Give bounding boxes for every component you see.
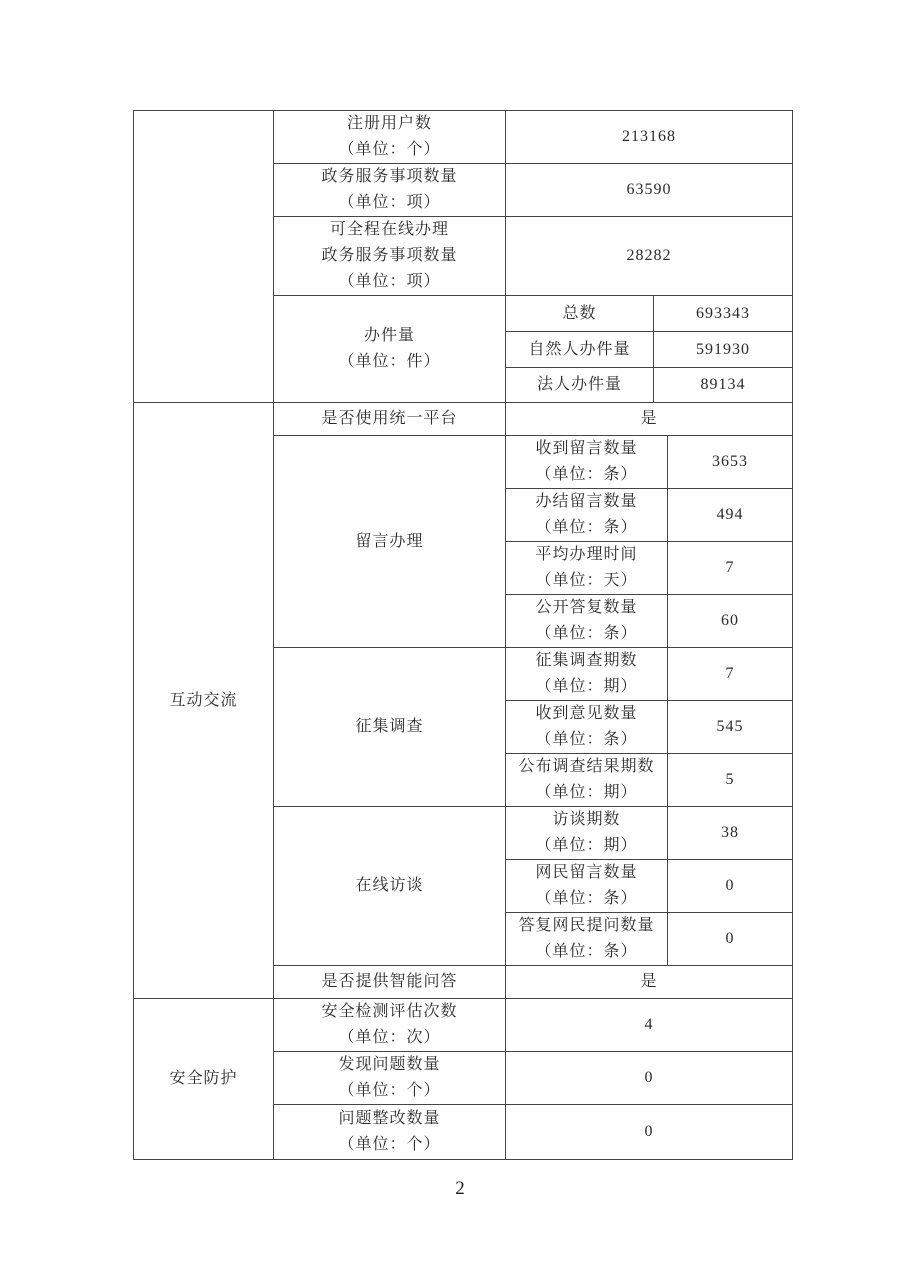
security-checks-value: 4: [506, 999, 793, 1052]
full-online-items-label-line1: 可全程在线办理: [329, 221, 449, 238]
case-volume-label-cell: [274, 296, 506, 403]
survey-periods-label: 征集调查期数: [535, 652, 638, 669]
public-replies-unit: （单位：条）: [535, 625, 638, 642]
unified-platform-label: 是否使用统一平台: [274, 403, 506, 436]
netizen-messages-label-cell: [506, 860, 668, 913]
opinions-received-unit: （单位：条）: [535, 731, 638, 748]
full-online-items-value: 28282: [506, 217, 793, 296]
case-natural-value: 591930: [654, 332, 793, 368]
table-row: [134, 403, 793, 436]
table-row: [134, 111, 793, 164]
message-handling-label-cell: 留言办理: [274, 436, 506, 648]
avg-time-value: 7: [668, 542, 793, 595]
questions-answered-value: 0: [668, 913, 793, 966]
case-volume-label: 办件量: [363, 327, 415, 344]
messages-completed-unit: （单位：条）: [535, 519, 638, 536]
security-checks-label: 安全检测评估次数: [321, 1003, 458, 1020]
smart-qa-value: 是: [506, 966, 793, 999]
questions-answered-label-cell: [506, 913, 668, 966]
unified-platform-value: 是: [506, 403, 793, 436]
results-published-unit: （单位：期）: [535, 784, 638, 801]
public-replies-label-cell: [506, 595, 668, 648]
problems-fixed-label-cell: [274, 1105, 506, 1160]
interview-periods-unit: （单位：期）: [535, 837, 638, 854]
opinions-received-label-cell: [506, 701, 668, 754]
survey-periods-unit: （单位：期）: [535, 678, 638, 695]
section1-group-cell: [134, 111, 274, 403]
messages-received-label: 收到留言数量: [535, 440, 638, 457]
case-total-label: 总数: [506, 296, 654, 332]
questions-answered-unit: （单位：条）: [535, 943, 638, 960]
interview-periods-label: 访谈期数: [552, 811, 621, 828]
annual-report-table: [133, 110, 793, 1160]
interview-periods-value: 38: [668, 807, 793, 860]
problems-found-label: 发现问题数量: [338, 1056, 441, 1073]
case-legal-value: 89134: [654, 368, 793, 403]
problems-found-unit: （单位：个）: [338, 1082, 441, 1099]
registered-users-unit: （单位：个）: [338, 141, 441, 158]
public-replies-value: 60: [668, 595, 793, 648]
messages-received-unit: （单位：条）: [535, 466, 638, 483]
case-natural-label: 自然人办件量: [506, 332, 654, 368]
problems-fixed-label: 问题整改数量: [338, 1110, 441, 1127]
case-total-value: 693343: [654, 296, 793, 332]
public-replies-label: 公开答复数量: [535, 599, 638, 616]
survey-periods-value: 7: [668, 648, 793, 701]
problems-fixed-unit: （单位：个）: [338, 1136, 441, 1153]
messages-received-value: 3653: [668, 436, 793, 489]
survey-periods-label-cell: [506, 648, 668, 701]
service-items-value: 63590: [506, 164, 793, 217]
registered-users-value: 213168: [506, 111, 793, 164]
full-online-items-unit: （单位：项）: [338, 273, 441, 290]
page-number: 2: [455, 1178, 465, 1199]
netizen-messages-value: 0: [668, 860, 793, 913]
table-row: [134, 999, 793, 1052]
problems-fixed-value: 0: [506, 1105, 793, 1160]
full-online-items-label-line2: 政务服务事项数量: [321, 247, 458, 264]
service-items-label: 政务服务事项数量: [321, 168, 458, 185]
netizen-messages-label: 网民留言数量: [535, 864, 638, 881]
smart-qa-label: 是否提供智能问答: [274, 966, 506, 999]
questions-answered-label: 答复网民提问数量: [518, 917, 655, 934]
opinions-received-value: 545: [668, 701, 793, 754]
avg-time-unit: （单位：天）: [535, 572, 638, 589]
service-items-label-cell: [274, 164, 506, 217]
problems-found-label-cell: [274, 1052, 506, 1105]
avg-time-label: 平均办理时间: [535, 546, 638, 563]
messages-completed-label-cell: [506, 489, 668, 542]
service-items-unit: （单位：项）: [338, 194, 441, 211]
opinions-received-label: 收到意见数量: [535, 705, 638, 722]
messages-completed-value: 494: [668, 489, 793, 542]
section3-group-cell: 安全防护: [134, 999, 274, 1160]
security-checks-unit: （单位：次）: [338, 1029, 441, 1046]
avg-time-label-cell: [506, 542, 668, 595]
results-published-label-cell: [506, 754, 668, 807]
results-published-label: 公布调查结果期数: [518, 758, 655, 775]
security-checks-label-cell: [274, 999, 506, 1052]
full-online-items-label-cell: [274, 217, 506, 296]
annual-report-table-wrap: [133, 110, 793, 1160]
section2-group-cell: 互动交流: [134, 403, 274, 999]
registered-users-label-cell: [274, 111, 506, 164]
netizen-messages-unit: （单位：条）: [535, 890, 638, 907]
messages-received-label-cell: [506, 436, 668, 489]
registered-users-label: 注册用户数: [346, 115, 432, 132]
survey-collection-label-cell: 征集调查: [274, 648, 506, 807]
online-interview-label-cell: 在线访谈: [274, 807, 506, 966]
problems-found-value: 0: [506, 1052, 793, 1105]
case-volume-unit: （单位：件）: [338, 353, 441, 370]
case-legal-label: 法人办件量: [506, 368, 654, 403]
interview-periods-label-cell: [506, 807, 668, 860]
results-published-value: 5: [668, 754, 793, 807]
messages-completed-label: 办结留言数量: [535, 493, 638, 510]
